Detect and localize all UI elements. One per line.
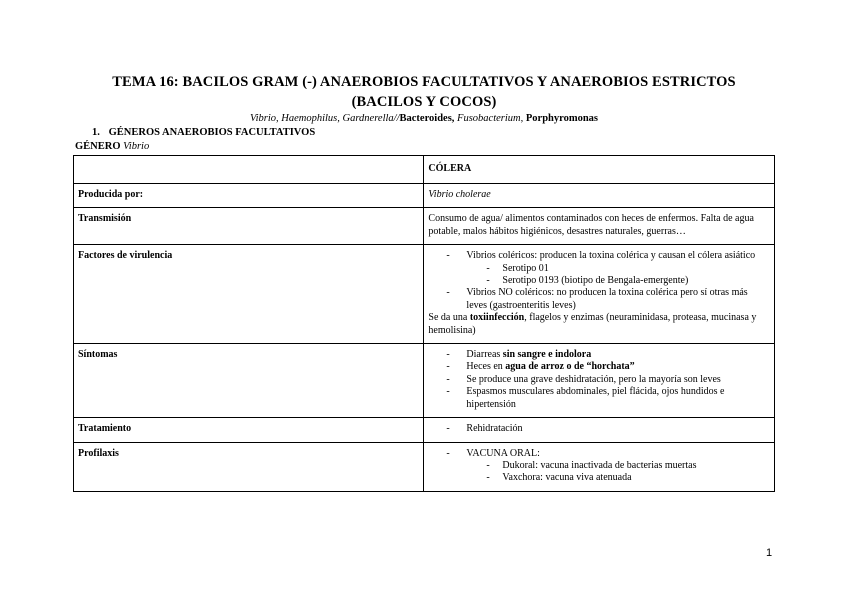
list-item: [466, 448, 770, 485]
table-row: [74, 418, 775, 442]
list-item: - Vaxchora: vacuna viva atenuada: [502, 472, 770, 484]
list-item: - Serotipo 01: [502, 263, 770, 275]
virulence-note: [428, 312, 770, 337]
row-label: Producida por:: [74, 184, 424, 208]
row-value: Consumo de agua/ alimentos contaminados con heces de enfermos. Falta de agua potable, malos hábitos higiénicos, desastres naturales, guerras…: [424, 208, 775, 245]
row-label: Síntomas: [74, 344, 424, 418]
list-item: [466, 349, 770, 361]
genus-name: Vibrio: [120, 141, 150, 152]
virulence-list: [428, 250, 770, 312]
header-cell: CÓLERA: [424, 156, 775, 184]
cholera-table: [73, 155, 775, 492]
title-line-2: (BACILOS Y COCOS): [351, 94, 497, 110]
vaccine-list: [466, 460, 770, 485]
document-title: [0, 72, 848, 112]
row-label: Tratamiento: [74, 418, 424, 442]
list-item: - Vibrios NO coléricos: no producen la toxina colérica pero sí otras más leves (gastroenteritis leves): [466, 287, 770, 312]
note-text: Se da una: [428, 312, 470, 324]
list-item-text: Vibrios coléricos: producen la toxina colérica y causan el cólera asiático: [466, 250, 756, 262]
table-row: [74, 344, 775, 418]
table-row-header: [74, 156, 775, 184]
subtitle-genera-1: Vibrio, Haemophilus, Gardnerella//: [249, 113, 400, 124]
list-item: - Dukoral: vacuna inactivada de bacterias muertas: [502, 460, 770, 472]
genus-heading: [75, 140, 149, 153]
row-value: [424, 245, 775, 344]
table-row: [74, 208, 775, 245]
note-text: , flagelos y enzimas (neuraminidasa, proteasa, mucinasa y hemolisina): [428, 312, 757, 336]
table-row: [74, 184, 775, 208]
symptoms-list: [428, 349, 770, 411]
subtitle: [0, 112, 848, 125]
row-value: [424, 344, 775, 418]
list-item: [466, 361, 770, 373]
row-label: Factores de virulencia: [74, 245, 424, 344]
row-value: [424, 418, 775, 442]
row-value: [424, 442, 775, 491]
list-item: [466, 250, 770, 287]
table-row: [74, 442, 775, 491]
prophylaxis-list: [428, 448, 770, 485]
list-item-text: VACUNA ORAL:: [466, 447, 540, 459]
row-label: Transmisión: [74, 208, 424, 245]
subtitle-genera-3: Fusobacterium,: [454, 113, 524, 124]
row-label: Profilaxis: [74, 442, 424, 491]
table-row: [74, 245, 775, 344]
list-item: - Serotipo 0193 (biotipo de Bengala-emergente): [502, 275, 770, 287]
treatment-list: [428, 423, 770, 435]
list-item-text: Heces en: [466, 361, 506, 373]
subtitle-genera-4: Porphyromonas: [523, 113, 599, 124]
list-item: - Rehidratación: [466, 423, 770, 435]
row-value: Vibrio cholerae: [424, 184, 775, 208]
section-heading: [92, 126, 315, 139]
subtitle-genera-2: Bacteroides,: [399, 113, 455, 124]
list-item-text: Diarreas: [466, 349, 503, 361]
list-item-bold: agua de arroz o de “horchata”: [505, 361, 635, 373]
section-label: GÉNEROS ANAEROBIOS FACULTATIVOS: [108, 127, 316, 138]
title-line-1: TEMA 16: BACILOS GRAM (-) ANAEROBIOS FACULTATIVOS Y ANAEROBIOS ESTRICTOS: [112, 74, 736, 90]
list-item: - Se produce una grave deshidratación, pero la mayoría son leves: [466, 374, 770, 386]
page-number: 1: [766, 547, 773, 559]
genus-label: GÉNERO: [75, 141, 121, 152]
note-bold: toxiinfección: [469, 312, 525, 324]
list-item: - Espasmos musculares abdominales, piel flácida, ojos hundidos e hipertensión: [466, 386, 770, 411]
list-item-bold: sin sangre e indolora: [502, 349, 592, 361]
section-number: 1.: [92, 127, 100, 138]
header-empty-cell: [74, 156, 424, 184]
serotype-list: [466, 263, 770, 288]
